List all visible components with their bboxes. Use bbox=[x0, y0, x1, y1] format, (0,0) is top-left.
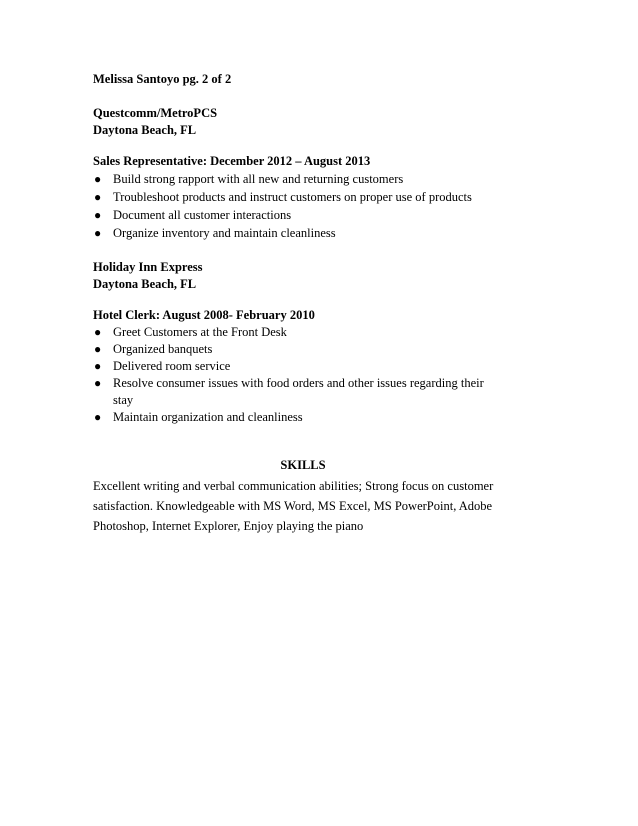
bullet-dot-icon: ● bbox=[94, 172, 102, 186]
job-duties-list bbox=[93, 170, 513, 242]
job-entry-holiday-inn bbox=[93, 259, 513, 426]
page-header: Melissa Santoyo pg. 2 of 2 bbox=[93, 72, 232, 86]
bullet-dot-icon: ● bbox=[94, 359, 102, 373]
list-item: ● Troubleshoot products and instruct customers on proper use of products bbox=[94, 190, 472, 204]
list-item: ● Maintain organization and cleanliness bbox=[94, 410, 303, 424]
list-item: ● Build strong rapport with all new and returning customers bbox=[94, 172, 404, 186]
job-title: Sales Representative: December 2012 – August 2013 bbox=[93, 154, 371, 168]
job-company: Holiday Inn Express bbox=[93, 260, 203, 274]
bullet-dot-icon: ● bbox=[94, 208, 102, 222]
list-item: ● Organize inventory and maintain cleanliness bbox=[94, 226, 336, 240]
job-entry-questcomm bbox=[93, 105, 513, 242]
skills-text: Excellent writing and verbal communication abilities; Strong focus on customer satisfaction. Knowledgeable with MS Word, MS Excel, MS PowerPoint, Adobe Photoshop, Internet Explorer, Enjoy playing the piano bbox=[93, 479, 494, 533]
bullet-dot-icon: ● bbox=[94, 190, 102, 204]
job-company: Questcomm/MetroPCS bbox=[93, 106, 218, 120]
job-location: Daytona Beach, FL bbox=[93, 123, 197, 137]
skills-heading: SKILLS bbox=[280, 458, 326, 472]
list-item: ● Resolve consumer issues with food orders and other issues regarding their stay bbox=[94, 376, 484, 407]
bullet-dot-icon: ● bbox=[94, 325, 102, 339]
list-item: ● Organized banquets bbox=[94, 342, 213, 356]
bullet-dot-icon: ● bbox=[94, 410, 102, 424]
job-location: Daytona Beach, FL bbox=[93, 277, 197, 291]
job-duties-list bbox=[93, 324, 513, 426]
list-item: ● Delivered room service bbox=[94, 359, 231, 373]
skills-section bbox=[93, 457, 513, 536]
resume-page bbox=[93, 71, 513, 536]
list-item: ● Document all customer interactions bbox=[94, 208, 292, 222]
job-title: Hotel Clerk: August 2008- February 2010 bbox=[93, 308, 315, 322]
bullet-dot-icon: ● bbox=[94, 226, 102, 240]
list-item: ● Greet Customers at the Front Desk bbox=[94, 325, 287, 339]
bullet-dot-icon: ● bbox=[94, 376, 102, 390]
bullet-dot-icon: ● bbox=[94, 342, 102, 356]
